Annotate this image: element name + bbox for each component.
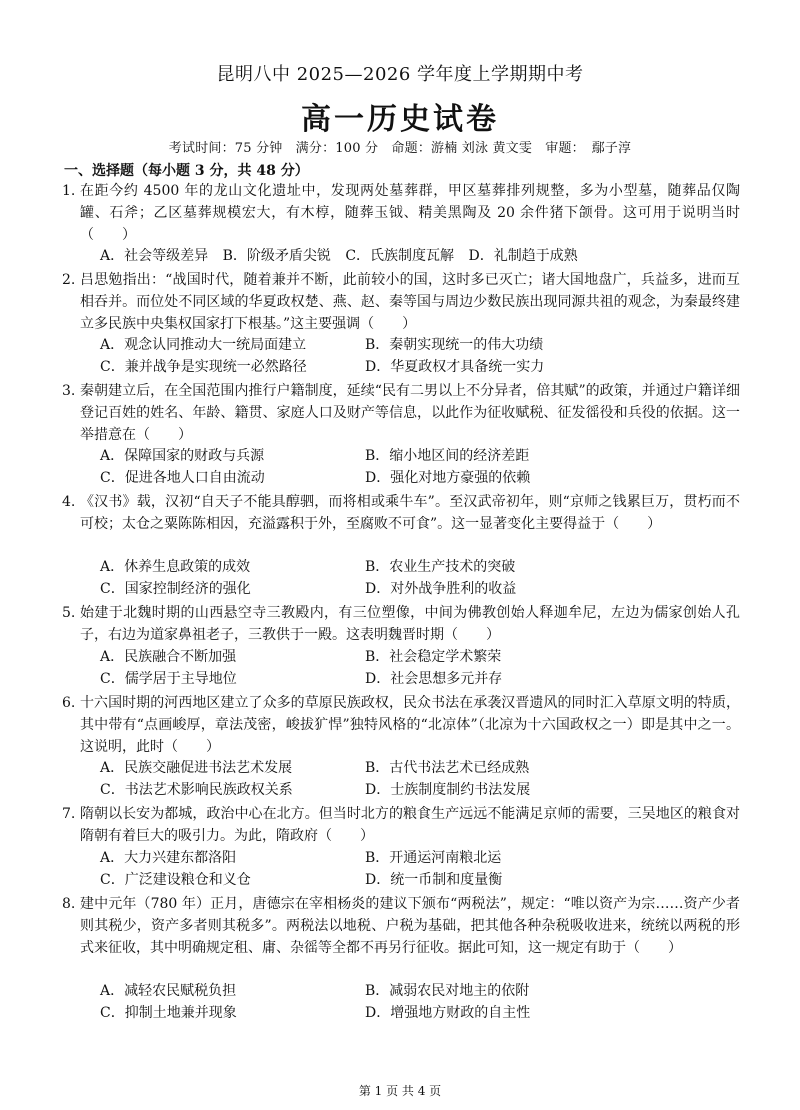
option-a[interactable]: A．大力兴建东都洛阳 [100, 850, 237, 866]
question-number: 3. [62, 383, 76, 399]
question-number: 6. [62, 695, 76, 711]
option-b[interactable]: B．秦朝实现统一的伟大功绩 [365, 337, 544, 353]
question-number: 5. [62, 605, 76, 621]
question-stem: 秦朝建立后，在全国范围内推行户籍制度，延续“民有二男以上不分异者，倍其赋”的政策，并通过户籍详细登记百姓的姓名、年龄、籍贯、家庭人口及财产等信息，以此作为征收赋税、征发徭役和兵役的依据。这一举措意在（ ） [80, 383, 740, 443]
question-number: 1. [62, 183, 76, 199]
question-stem: 隋朝以长安为都城，政治中心在北方。但当时北方的粮食生产远远不能满足京师的需要，三吴地区的粮食对隋朝有着巨大的吸引力。为此，隋政府（ ） [80, 806, 740, 844]
question-3 [62, 380, 740, 446]
option-a[interactable]: A．观念认同推动大一统局面建立 [100, 337, 307, 353]
option-c[interactable]: C．促进各地人口自由流动 [100, 470, 265, 486]
question-stem: 建中元年（780 年）正月，唐德宗在宰相杨炎的建议下颁布“两税法”，规定：“唯以资产为宗……资产少者则其税少，资产多者则其税多”。两税法以地税、户税为基础，把其他各种杂税吸收进来，统统以两税的形式来征收，其中明确规定租、庸、杂徭等全都不再另行征收。据此可知，这一规定有助于（ ） [80, 896, 740, 956]
question-stem: 十六国时期的河西地区建立了众多的草原民族政权，民众书法在承袭汉晋遗风的同时汇入草原文明的特质，其中带有“点画峻厚，章法茂密，峻拔犷悍”独特风格的“北凉体”（北凉为十六国政权之一）即是其中之一。这说明，此时（ ） [80, 695, 740, 755]
option-d[interactable]: D．增强地方财政的自主性 [365, 1005, 531, 1021]
question-stem: 始建于北魏时期的山西悬空寺三教殿内，有三位塑像，中间为佛教创始人释迦牟尼，左边为儒家创始人孔子，右边为道家鼻祖老子，三教供于一殿。这表明魏晋时期（ ） [80, 605, 740, 643]
option-b[interactable]: B．减弱农民对地主的依附 [365, 983, 530, 999]
page-title: 高一历史试卷 [301, 102, 499, 137]
question-4-options [100, 556, 740, 600]
option-b[interactable]: B．阶级矛盾尖锐 [222, 248, 331, 264]
question-4 [62, 491, 740, 535]
option-a[interactable]: A．民族融合不断加强 [100, 649, 237, 665]
option-c[interactable]: C．书法艺术影响民族政权关系 [100, 782, 293, 798]
option-d[interactable]: D．士族制度制约书法发展 [365, 782, 531, 798]
option-d[interactable]: D．华夏政权才具备统一实力 [365, 359, 545, 375]
option-c[interactable]: C．氏族制度瓦解 [345, 248, 455, 264]
question-number: 8. [62, 896, 76, 912]
question-5-options [100, 646, 740, 690]
question-6-options [100, 757, 740, 801]
option-a[interactable]: A．减轻农民赋税负担 [100, 983, 237, 999]
option-a[interactable]: A．休养生息政策的成效 [100, 559, 251, 575]
question-2 [62, 269, 740, 335]
option-b[interactable]: B．开通运河南粮北运 [365, 850, 502, 866]
exam-meta-info: 考试时间：75 分钟 满分：100 分 命题：游楠 刘泳 黄文雯 审题： 鄢子淳 [168, 141, 632, 156]
page-footer: 第 1 页 共 4 页 [358, 1084, 442, 1098]
option-d[interactable]: D．强化对地方豪强的依赖 [365, 470, 531, 486]
option-b[interactable]: B．缩小地区间的经济差距 [365, 448, 530, 464]
option-a[interactable]: A．民族交融促进书法艺术发展 [100, 760, 293, 776]
question-2-options [100, 334, 740, 378]
question-7-options [100, 847, 740, 891]
option-a[interactable]: A．保障国家的财政与兵源 [100, 448, 265, 464]
option-b[interactable]: B．社会稳定学术繁荣 [365, 649, 502, 665]
question-8 [62, 893, 740, 959]
question-stem: 在距今约 4500 年的龙山文化遗址中，发现两处墓葬群，甲区墓葬排列规整，多为小型墓，随葬品仅陶罐、石斧；乙区墓葬规模宏大，有木椁，随葬玉钺、精美黑陶及 20 余件猪下颌骨。这可用于说明当时（ ） [80, 183, 740, 243]
question-5 [62, 602, 740, 646]
question-8-options [100, 980, 740, 1024]
question-1 [62, 180, 740, 246]
question-7 [62, 803, 740, 847]
option-d[interactable]: D．礼制趋于成熟 [468, 248, 578, 264]
school-exam-heading: 昆明八中 2025—2026 学年度上学期期中考 [216, 64, 584, 85]
option-a[interactable]: A．社会等级差异 [100, 248, 209, 264]
question-number: 4. [62, 494, 76, 510]
option-d[interactable]: D．社会思想多元并存 [365, 671, 503, 687]
question-3-options [100, 445, 740, 489]
question-1-options [100, 245, 740, 267]
option-c[interactable]: C．抑制土地兼并现象 [100, 1005, 237, 1021]
option-c[interactable]: C．儒学居于主导地位 [100, 671, 237, 687]
option-c[interactable]: C．兼并战争是实现统一必然路径 [100, 359, 307, 375]
question-6 [62, 692, 740, 758]
section-heading: 一、选择题（每小题 3 分，共 48 分） [64, 163, 309, 179]
question-stem: 吕思勉指出：“战国时代，随着兼并不断，此前较小的国，这时多已灭亡；诸大国地盘广，兵益多，进而互相吞并。而位处不同区域的华夏政权楚、燕、赵、秦等国与周边少数民族出现同源共祖的观念，为秦最终建立多民族中央集权国家打下根基。”这主要强调（ ） [80, 272, 740, 332]
option-b[interactable]: B．古代书法艺术已经成熟 [365, 760, 530, 776]
option-c[interactable]: C．广泛建设粮仓和义仓 [100, 872, 251, 888]
option-b[interactable]: B．农业生产技术的突破 [365, 559, 516, 575]
question-number: 2. [62, 272, 76, 288]
option-c[interactable]: C．国家控制经济的强化 [100, 581, 251, 597]
option-d[interactable]: D．对外战争胜利的收益 [365, 581, 517, 597]
question-number: 7. [62, 806, 76, 822]
question-stem: 《汉书》载，汉初“自天子不能具醇驷，而将相或乘牛车”。至汉武帝初年，则“京师之钱累巨万，贯朽而不可校；太仓之粟陈陈相因，充溢露积于外，至腐败不可食”。这一显著变化主要得益于（ ） [80, 494, 740, 532]
option-d[interactable]: D．统一币制和度量衡 [365, 872, 503, 888]
